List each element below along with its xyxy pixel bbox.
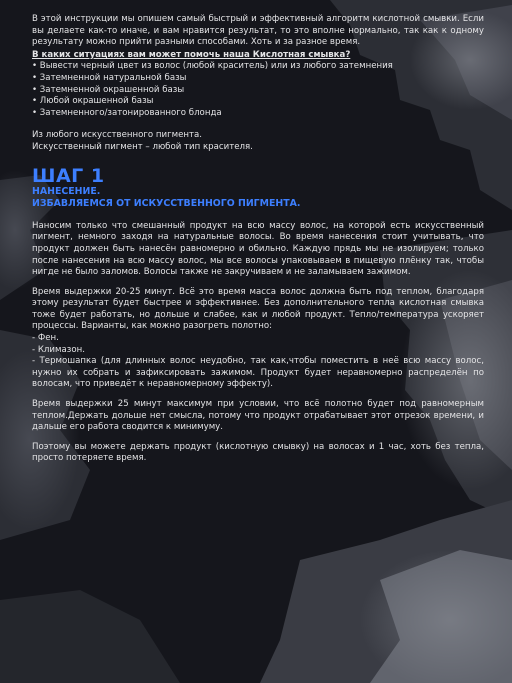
situation-item: • Любой окрашенной базы <box>32 96 154 107</box>
heating-option: - Климазон. <box>32 344 85 355</box>
situation-item: • Затемненного/затонированного блонда <box>32 107 222 118</box>
situation-item: • Вывести черный цвет из волос (любой краситель) или из любого затемнения <box>32 61 393 72</box>
one-hour-paragraph: Поэтому вы можете держать продукт (кислотную смывку) на волосах и 1 час, хоть без тепла, просто потеряете время. <box>32 441 484 464</box>
step-subtitle: ИЗБАВЛЯЕМСЯ ОТ ИСКУССТВЕННОГО ПИГМЕНТА. <box>32 198 301 210</box>
max-time-paragraph: Время выдержки 25 минут максимум при условии, что всё полотно будет под равномерным теплом.Держать дольше нет смысла, потому что продукт отрабатывает этот отрезок времени, и дальше его работа сводится к минимуму. <box>32 399 484 433</box>
intro-paragraph: В этой инструкции мы опишем самый быстрый и эффективный алгоритм кислотной смывки. Если вы делаете как-то иначе, и вам нравится результат, то это вполне нормально, так как к одному результату можно прийти разными способами. Хоть и за разное время. <box>32 14 484 48</box>
exposure-paragraph: Время выдержки 20-25 минут. Всё это время масса волос должна быть под теплом, благодаря этому результат будет быстрее и эффективнее. Без дополнительного тепла кислотная смывка тоже будет работать, но дольше и слабее, как и любой продукт. Тепло/температура ускоряет процессы. Варианты, как можно разогреть полотно: <box>32 286 484 332</box>
situation-item: • Затемненной натуральной базы <box>32 72 187 83</box>
step-title: ШАГ 1 <box>32 164 105 187</box>
heating-option: - Фен. <box>32 333 59 344</box>
application-paragraph: Наносим только что смешанный продукт на всю массу волос, на которой есть искусственный пигмент, немного заходя на натуральные волосы. Во время нанесения стоит учитывать, что продукт должен быть нанесён равномерно и обильно. Каждую прядь мы не изолируем; только после нанесения на всю массу волос, мы все волосы упаковываем в пищевую плёнку так, чтобы нигде не было заломов. Волосы также не закручиваем и не заламываем зажимом. <box>32 220 484 278</box>
instruction-page <box>32 14 484 465</box>
spacer <box>32 119 484 130</box>
pigment-line: Из любого искусственного пигмента. <box>32 130 203 141</box>
step-subtitle: НАНЕСЕНИЕ. <box>32 185 101 197</box>
situations-question: В каких ситуациях вам может помочь наша Кислотная смывка? <box>32 49 351 60</box>
heating-option: - Термошапка (для длинных волос неудобно, так как,чтобы поместить в неё всю массу волос, нужно их собрать и зафиксировать зажимом. Продукт будет неравномерно распределён по волосам, что приведёт к неравномерному эффекту). <box>32 356 484 390</box>
situation-item: • Затемненной окрашенной базы <box>32 84 185 95</box>
situations-list <box>32 61 484 119</box>
pigment-line: Искусственный пигмент – любой тип красителя. <box>32 141 253 152</box>
exposure-block <box>32 287 484 391</box>
